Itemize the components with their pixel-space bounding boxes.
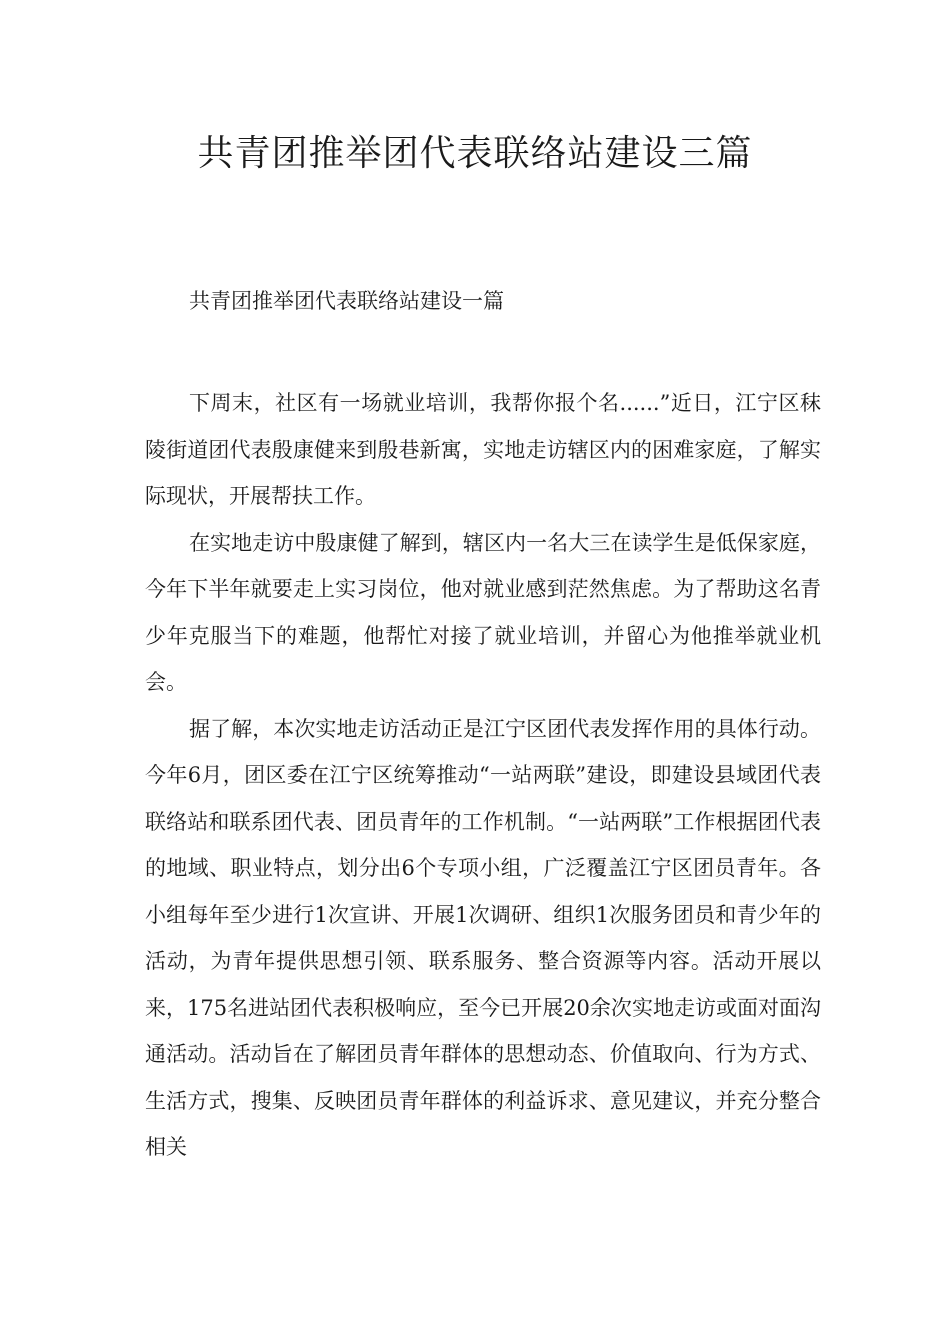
paragraph-1: 下周末，社区有一场就业培训，我帮你报个名......”近日，江宁区秣陵街道团代表殷康健来到殷巷新寓，实地走访辖区内的困难家庭，了解实际现状，开展帮扶工作。 bbox=[145, 391, 821, 508]
document-title: 共青团推举团代表联络站建设三篇 bbox=[197, 133, 753, 174]
paragraph-3: 据了解，本次实地走访活动正是江宁区团代表发挥作用的具体行动。今年6月，团区委在江宁区统筹推动“一站两联”建设，即建设县域团代表联络站和联系团代表、团员青年的工作机制。“一站两联”工作根据团代表的地域、职业特点，划分出6个专项小组，广泛覆盖江宁区团员青年。各小组每年至少进行1次宣讲、开展1次调研、组织1次服务团员和青少年的活动，为青年提供思想引领、联系服务、整合资源等内容。活动开展以来，175名进站团代表积极响应，至今已开展20余次实地走访或面对面沟通活动。活动旨在了解团员青年群体的思想动态、价值取向、行为方式、生活方式，搜集、反映团员青年群体的利益诉求、意见建议，并充分整合相关 bbox=[145, 716, 821, 1159]
section-heading: 共青团推举团代表联络站建设一篇 bbox=[189, 289, 504, 313]
document-body bbox=[145, 380, 821, 1171]
paragraph-2: 在实地走访中殷康健了解到，辖区内一名大三在读学生是低保家庭，今年下半年就要走上实习岗位，他对就业感到茫然焦虑。为了帮助这名青少年克服当下的难题，他帮忙对接了就业培训，并留心为他推举就业机会。 bbox=[145, 530, 821, 694]
